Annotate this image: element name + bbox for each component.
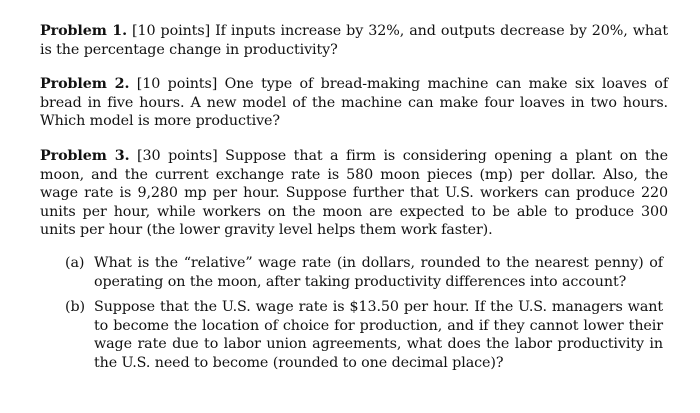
problem-3-part-b bbox=[65, 298, 663, 372]
problem-sheet bbox=[40, 22, 668, 380]
problem-3-part-a bbox=[65, 254, 663, 291]
part-b-text: Suppose that the U.S. wage rate is $13.50 per hour. If the U.S. managers want to become the location of choice for production, and if they cannot lower their wage rate due to labor union agreements, what does the labor productivity in the U.S. need to become (rounded to one decimal place)? bbox=[94, 299, 663, 371]
problem-3-text: [30 points] Suppose that a firm is considering opening a plant on the moon, and the current exchange rate is 580 moon pieces (mp) per dollar. Also, the wage rate is 9,280 mp per hour. Suppose further that U.S. workers can produce 220 units per hour, while workers on the moon are expected to be able to produce 300 units per hour (the lower gravity level helps them work faster). bbox=[40, 147, 668, 239]
problem-3-parts bbox=[65, 254, 663, 373]
problem-2-heading: Problem 2. bbox=[40, 76, 130, 93]
problem-2 bbox=[40, 75, 668, 131]
problem-2-text: [10 points] One type of bread-making machine can make six loaves of bread in five hours. A new model of the machine can make four loaves in two hours. Which model is more productive? bbox=[40, 76, 669, 130]
problem-3 bbox=[40, 147, 668, 240]
part-a-label: (a) bbox=[65, 254, 85, 271]
problem-1-text: [10 points] If inputs increase by 32%, and outputs decrease by 20%, what is the percentage change in productivity? bbox=[40, 23, 669, 58]
problem-3-heading: Problem 3. bbox=[40, 147, 130, 164]
part-b-label: (b) bbox=[65, 299, 86, 316]
part-a-text: What is the “relative” wage rate (in dollars, rounded to the nearest penny) of operating on the moon, after taking productivity differences into account? bbox=[94, 254, 663, 290]
problem-1-heading: Problem 1. bbox=[40, 23, 127, 39]
problem-1 bbox=[40, 22, 668, 59]
